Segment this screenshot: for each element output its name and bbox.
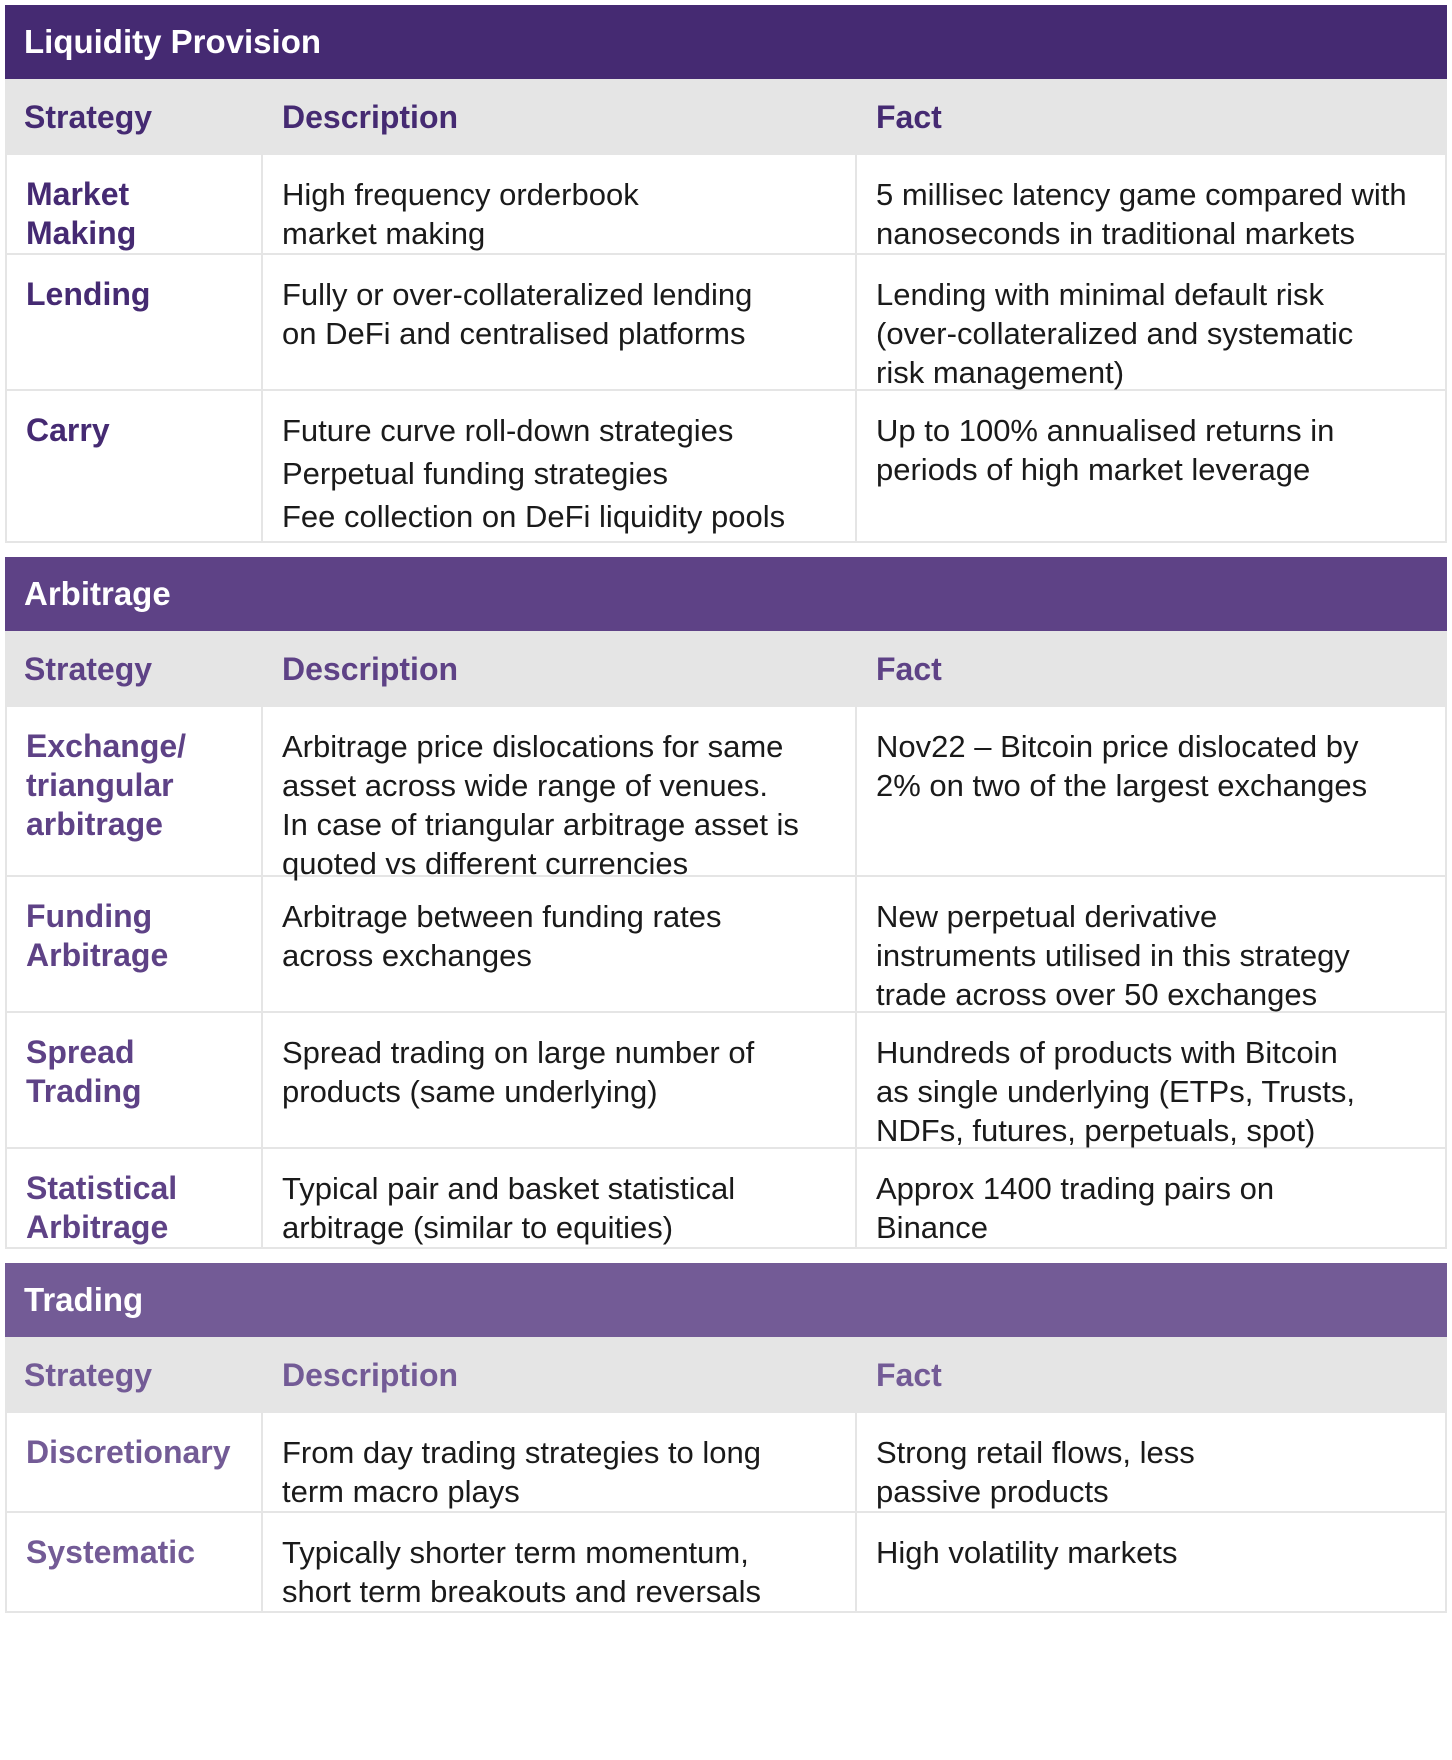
- fact-line: trade across over 50 exchanges: [876, 977, 1318, 1012]
- strategy-name-line: Trading: [26, 1073, 142, 1109]
- fact-cell: [857, 1149, 1447, 1247]
- strategy-cell: [5, 707, 263, 875]
- strategy-name-line: Lending: [26, 276, 151, 312]
- fact-cell: [857, 391, 1447, 541]
- fact-cell: [857, 877, 1447, 1011]
- description-line: Arbitrage between funding rates: [282, 899, 722, 934]
- fact-cell: [857, 707, 1447, 875]
- fact-line: 5 millisec latency game compared with: [876, 177, 1407, 212]
- description-cell: [263, 877, 857, 1011]
- section-title: Trading: [5, 1263, 1447, 1337]
- fact-line: Nov22 – Bitcoin price dislocated by: [876, 729, 1359, 764]
- column-header-row: [5, 1337, 1447, 1413]
- strategy-cell: [5, 1013, 263, 1147]
- description-line: short term breakouts and reversals: [282, 1574, 761, 1609]
- description-line: market making: [282, 216, 486, 251]
- strategy-cell: [5, 391, 263, 541]
- section-title: Arbitrage: [5, 557, 1447, 631]
- fact-line: Lending with minimal default risk: [876, 277, 1324, 312]
- strategy-cell: [5, 155, 263, 253]
- description-line: Typical pair and basket statistical: [282, 1171, 736, 1206]
- description-line: In case of triangular arbitrage asset is: [282, 807, 799, 842]
- section-separator: [5, 543, 1447, 557]
- strategy-name-line: Exchange/: [26, 728, 187, 764]
- strategy-table: [5, 5, 1447, 1613]
- fact-line: (over-collateralized and systematic: [876, 316, 1354, 351]
- description-cell: [263, 1513, 857, 1611]
- description-line: Fully or over-collateralized lending: [282, 277, 753, 312]
- fact-line: periods of high market leverage: [876, 452, 1311, 487]
- fact-line: passive products: [876, 1474, 1109, 1509]
- table-row: [5, 1013, 1447, 1149]
- section-separator: [5, 1249, 1447, 1263]
- fact-line: Strong retail flows, less: [876, 1435, 1195, 1470]
- strategy-name-line: triangular: [26, 767, 174, 803]
- strategy-name-line: Market: [26, 176, 130, 212]
- strategy-name-line: arbitrage: [26, 806, 163, 842]
- description-line: Arbitrage price dislocations for same: [282, 729, 784, 764]
- fact-line: instruments utilised in this strategy: [876, 938, 1350, 973]
- strategy-cell: [5, 1149, 263, 1247]
- strategy-cell: [5, 255, 263, 389]
- strategy-cell: [5, 1413, 263, 1511]
- section-title: Liquidity Provision: [5, 5, 1447, 79]
- fact-line: New perpetual derivative: [876, 899, 1218, 934]
- description-line: High frequency orderbook: [282, 177, 639, 212]
- description-line: Future curve roll-down strategies: [282, 413, 734, 448]
- description-cell: [263, 391, 857, 541]
- description-cell: [263, 255, 857, 389]
- column-header-description: Description: [282, 1356, 459, 1393]
- fact-line: 2% on two of the largest exchanges: [876, 768, 1368, 803]
- fact-line: Approx 1400 trading pairs on: [876, 1171, 1275, 1206]
- strategy-name-line: Arbitrage: [26, 1209, 169, 1245]
- description-cell: [263, 1413, 857, 1511]
- description-line: products (same underlying): [282, 1074, 658, 1109]
- table-row: [5, 707, 1447, 881]
- column-header-description: Description: [282, 98, 459, 135]
- fact-cell: [857, 1513, 1447, 1611]
- description-line: across exchanges: [282, 938, 532, 973]
- description-line: Typically shorter term momentum,: [282, 1535, 749, 1570]
- strategy-name-line: Carry: [26, 412, 110, 448]
- fact-line: Hundreds of products with Bitcoin: [876, 1035, 1338, 1070]
- fact-line: nanoseconds in traditional markets: [876, 216, 1356, 251]
- table-row: [5, 1413, 1447, 1513]
- strategy-cell: [5, 1513, 263, 1611]
- column-header-fact: Fact: [876, 98, 942, 135]
- description-cell: [263, 1149, 857, 1247]
- strategy-name-line: Making: [26, 215, 137, 251]
- strategy-name-line: Statistical: [26, 1170, 178, 1206]
- column-header-strategy: Strategy: [24, 1356, 153, 1393]
- column-header-strategy: Strategy: [24, 650, 153, 687]
- table-row: [5, 877, 1447, 1013]
- fact-line: risk management): [876, 355, 1125, 390]
- strategy-name-line: Discretionary: [26, 1434, 231, 1470]
- column-header-description: Description: [282, 650, 459, 687]
- description-cell: [263, 1013, 857, 1147]
- column-header-strategy: Strategy: [24, 98, 153, 135]
- description-cell: [263, 155, 857, 253]
- table-row: [5, 391, 1447, 543]
- description-line: quoted vs different currencies: [282, 846, 689, 881]
- fact-line: High volatility markets: [876, 1535, 1178, 1570]
- table-row: [5, 1513, 1447, 1613]
- table-row: [5, 255, 1447, 391]
- description-line: Spread trading on large number of: [282, 1035, 755, 1070]
- column-header-fact: Fact: [876, 1356, 942, 1393]
- strategy-name-line: Arbitrage: [26, 937, 169, 973]
- fact-line: Up to 100% annualised returns in: [876, 413, 1335, 448]
- column-header-row: [5, 631, 1447, 707]
- fact-line: Binance: [876, 1210, 989, 1245]
- fact-cell: [857, 255, 1447, 389]
- column-header-fact: Fact: [876, 650, 942, 687]
- fact-line: NDFs, futures, perpetuals, spot): [876, 1113, 1316, 1148]
- strategy-cell: [5, 877, 263, 1011]
- column-header-row: [5, 79, 1447, 155]
- table-row: [5, 1149, 1447, 1249]
- strategy-name-line: Funding: [26, 898, 153, 934]
- description-line: Perpetual funding strategies: [282, 456, 669, 491]
- table-row: [5, 155, 1447, 255]
- fact-cell: [857, 155, 1447, 253]
- description-line: term macro plays: [282, 1474, 520, 1509]
- description-line: From day trading strategies to long: [282, 1435, 762, 1470]
- description-line: Fee collection on DeFi liquidity pools: [282, 499, 786, 534]
- strategy-name-line: Spread: [26, 1034, 135, 1070]
- fact-cell: [857, 1413, 1447, 1511]
- description-line: arbitrage (similar to equities): [282, 1210, 674, 1245]
- description-cell: [263, 707, 857, 881]
- fact-cell: [857, 1013, 1447, 1147]
- fact-line: as single underlying (ETPs, Trusts,: [876, 1074, 1355, 1109]
- description-line: asset across wide range of venues.: [282, 768, 768, 803]
- strategy-name-line: Systematic: [26, 1534, 195, 1570]
- description-line: on DeFi and centralised platforms: [282, 316, 746, 351]
